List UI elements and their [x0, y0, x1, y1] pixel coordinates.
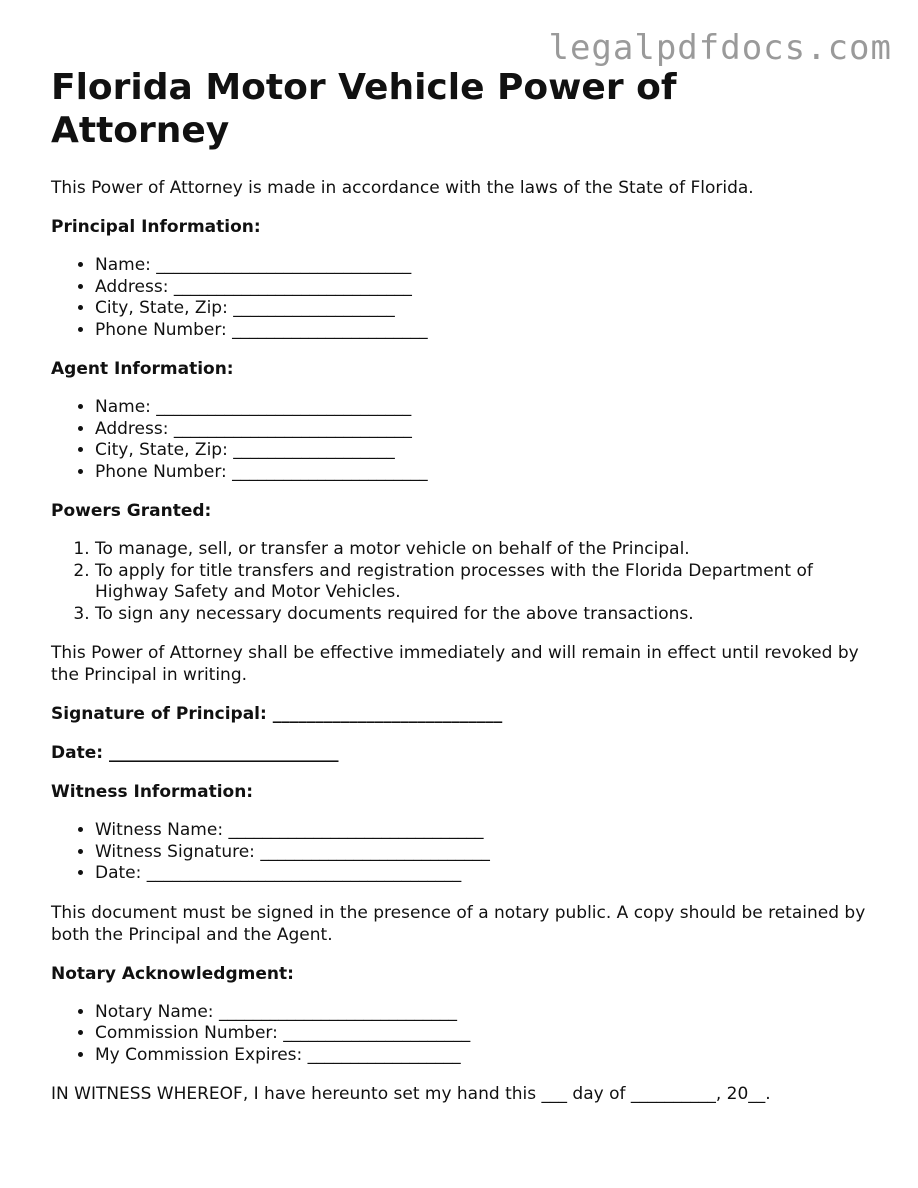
notary-name-field: • Notary Name: ____________________________	[95, 1002, 881, 1024]
powers-heading: Powers Granted:	[51, 501, 212, 521]
principal-field-list	[51, 255, 881, 341]
agent-phone-field: • Phone Number: _______________________	[95, 462, 881, 484]
agent-field-list	[51, 397, 881, 483]
witness-field-list	[51, 820, 881, 885]
agent-address-field: • Address: ____________________________	[95, 419, 881, 441]
intro-paragraph: This Power of Attorney is made in accordance with the laws of the State of Florida.	[51, 178, 754, 198]
effective-paragraph: This Power of Attorney shall be effective immediately and will remain in effect until revoked by the Principal in writing.	[51, 643, 859, 685]
notary-heading: Notary Acknowledgment:	[51, 963, 294, 984]
date-line: Date: ___________________________	[51, 743, 339, 763]
commission-expires-field: • My Commission Expires: __________________	[95, 1045, 881, 1067]
principal-heading: Principal Information:	[51, 217, 261, 237]
agent-city-field: • City, State, Zip: ___________________	[95, 440, 881, 462]
power-item: 3. To sign any necessary documents required for the above transactions.	[95, 604, 881, 626]
closing-paragraph: IN WITNESS WHEREOF, I have hereunto set my hand this ___ day of __________, 20__.	[51, 1084, 771, 1104]
principal-name-field: • Name: ______________________________	[95, 255, 881, 277]
document-title: Florida Motor Vehicle Power of Attorney	[51, 67, 677, 151]
witness-name-field: • Witness Name: ______________________________	[95, 820, 881, 842]
principal-city-field: • City, State, Zip: ___________________	[95, 298, 881, 320]
commission-number-field: • Commission Number: ______________________	[95, 1023, 881, 1045]
document-page	[51, 66, 881, 1122]
agent-heading: Agent Information:	[51, 359, 234, 379]
witness-date-field: • Date: _____________________________________	[95, 863, 881, 885]
power-item: 2. To apply for title transfers and registration processes with the Florida Department of Highway Safety and Motor Vehicles.	[95, 561, 881, 604]
agent-name-field: • Name: ______________________________	[95, 397, 881, 419]
principal-signature-line: Signature of Principal: ___________________________	[51, 704, 503, 724]
witness-signature-field: • Witness Signature: ___________________________	[95, 842, 881, 864]
powers-list	[51, 539, 881, 625]
witness-heading: Witness Information:	[51, 782, 254, 802]
principal-address-field: • Address: ____________________________	[95, 277, 881, 299]
power-item: 1. To manage, sell, or transfer a motor vehicle on behalf of the Principal.	[95, 539, 881, 561]
notary-note-paragraph: This document must be signed in the presence of a notary public. A copy should be retained by both the Principal and the Agent.	[51, 902, 866, 945]
watermark: legalpdfdocs.com	[548, 28, 892, 68]
principal-phone-field: • Phone Number: _______________________	[95, 320, 881, 342]
notary-field-list	[51, 1002, 881, 1067]
